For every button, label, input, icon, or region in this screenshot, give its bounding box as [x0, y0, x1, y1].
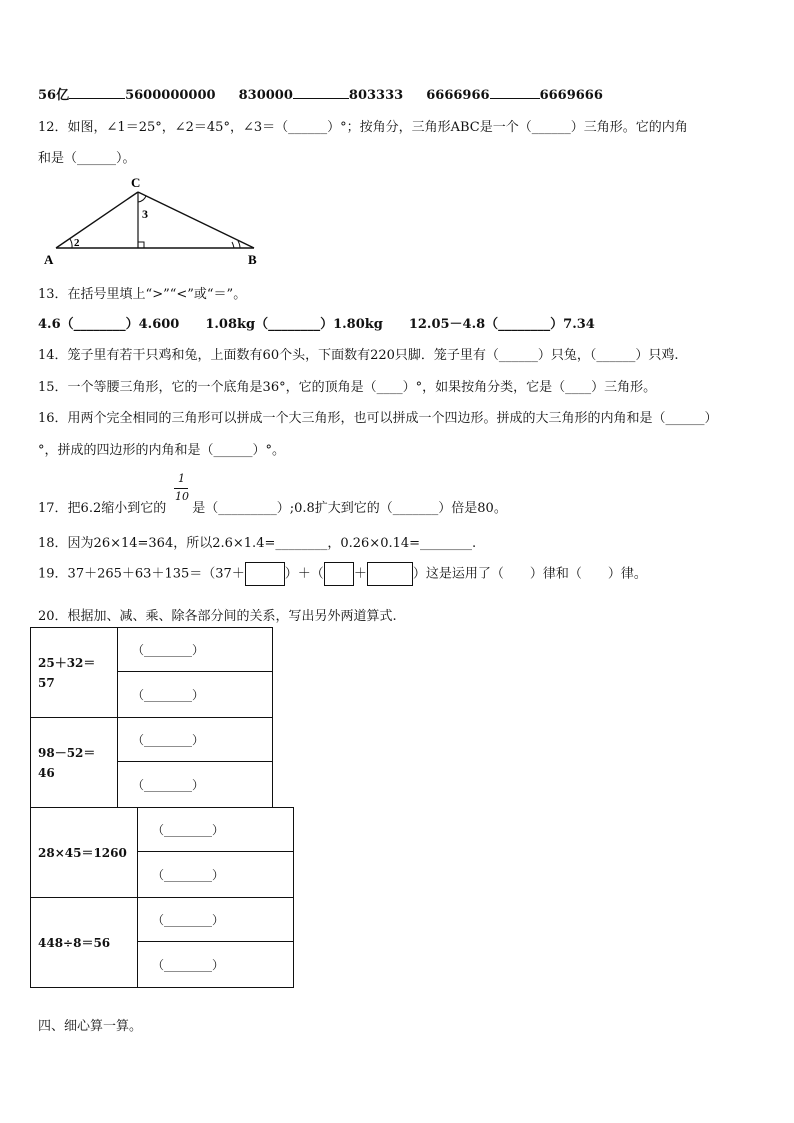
q16-line1: 16．用两个完全相同的三角形可以拼成一个大三角形，也可以拼成一个四边形。拼成的大三角形的内角和是（______）: [38, 411, 718, 426]
equation-line: 28×45＝1260: [38, 845, 127, 860]
q15-text: 15．一个等腰三角形，它的一个底角是36°，它的顶角是（____）°，如果按角分类，它是（____）三角形。: [38, 380, 657, 395]
answer-blank[interactable]: （________）: [118, 628, 273, 672]
q13-line2: 4.6（________）4.600 1.08kg（________）1.80kg 12.05－4.8（________）7.34: [38, 317, 595, 332]
q19-part-d: ）这是运用了（ ）律和（ ）律。: [412, 566, 647, 582]
q12-line1: 12．如图，∠1＝25°，∠2＝45°，∠3＝（______）°；按角分，三角形ABC是一个（______）三角形。它的内角: [38, 120, 688, 135]
section-4-heading: 四、细心算一算。: [38, 1019, 143, 1034]
q19-part-c: ＋: [353, 566, 367, 582]
q11-part2-left: 830000: [238, 88, 293, 103]
relation-table-lower: [30, 807, 294, 988]
equation-result: 57: [38, 675, 55, 690]
equation-cell: [31, 718, 118, 808]
fraction-denominator: 10: [175, 490, 189, 503]
q14-text: 14．笼子里有若干只鸡和兔，上面数有60个头，下面数有220只脚．笼子里有（______）只兔，（______）只鸡.: [38, 348, 679, 363]
answer-blank[interactable]: （________）: [118, 718, 273, 762]
q11-part1-left: 56亿: [38, 88, 70, 103]
fraction-numerator: 1: [178, 472, 185, 485]
q11-blank-3[interactable]: [490, 86, 540, 99]
q11-blank-1[interactable]: [69, 86, 125, 99]
equation-line: 25＋32＝: [38, 655, 96, 670]
equation-line: 448÷8＝56: [38, 935, 111, 950]
q11-blank-2[interactable]: [293, 86, 349, 99]
q19-answer-box-3[interactable]: [367, 562, 413, 586]
equation-result: 46: [38, 765, 55, 780]
angle-2-label: 2: [74, 237, 80, 249]
answer-blank[interactable]: （________）: [118, 762, 273, 808]
q12-line2: 和是（______）。: [38, 151, 136, 166]
answer-blank[interactable]: （________）: [138, 808, 294, 852]
q20-title: 20．根据加、减、乘、除各部分间的关系，写出另外两道算式.: [38, 609, 397, 624]
vertex-a-label: A: [44, 252, 54, 267]
q19-answer-box-1[interactable]: [245, 562, 285, 586]
q13-line1: 13．在括号里填上“>”“<”或“＝”。: [38, 287, 247, 302]
q11-compare-line: [38, 84, 603, 103]
equation-line: 98－52＝: [38, 745, 96, 760]
triangle-figure: [38, 172, 268, 272]
equation-cell: [31, 628, 118, 718]
q19-answer-box-2[interactable]: [324, 562, 354, 586]
q17-text: 17．把6.2缩小到它的 是（_________）;0.8扩大到它的（_______）倍是80。: [38, 501, 507, 516]
q11-part1-right: 5600000000: [125, 88, 216, 103]
q19-line: [38, 562, 647, 587]
vertex-c-label: C: [131, 175, 141, 190]
q18-text: 18．因为26×14=364，所以2.6×1.4=________，0.26×0.14=________.: [38, 536, 477, 551]
equation-cell: [31, 808, 138, 898]
q11-part3-left: 6666966: [426, 88, 490, 103]
q16-line2: °，拼成的四边形的内角和是（______）°。: [38, 443, 286, 458]
q19-part-a: 19．37＋265＋63＋135＝（37＋: [38, 566, 245, 582]
fraction-bar: [174, 488, 188, 489]
answer-blank[interactable]: （________）: [138, 942, 294, 988]
q19-part-b: ）＋（: [284, 566, 324, 582]
answer-blank[interactable]: （________）: [138, 852, 294, 898]
vertex-b-label: B: [248, 252, 257, 267]
equation-cell: [31, 898, 138, 988]
angle-3-label: 3: [142, 207, 148, 221]
answer-blank[interactable]: （________）: [118, 672, 273, 718]
relation-table-upper: [30, 627, 273, 808]
answer-blank[interactable]: （________）: [138, 898, 294, 942]
q11-part3-right: 6669666: [539, 88, 603, 103]
q11-part2-right: 803333: [348, 88, 404, 103]
